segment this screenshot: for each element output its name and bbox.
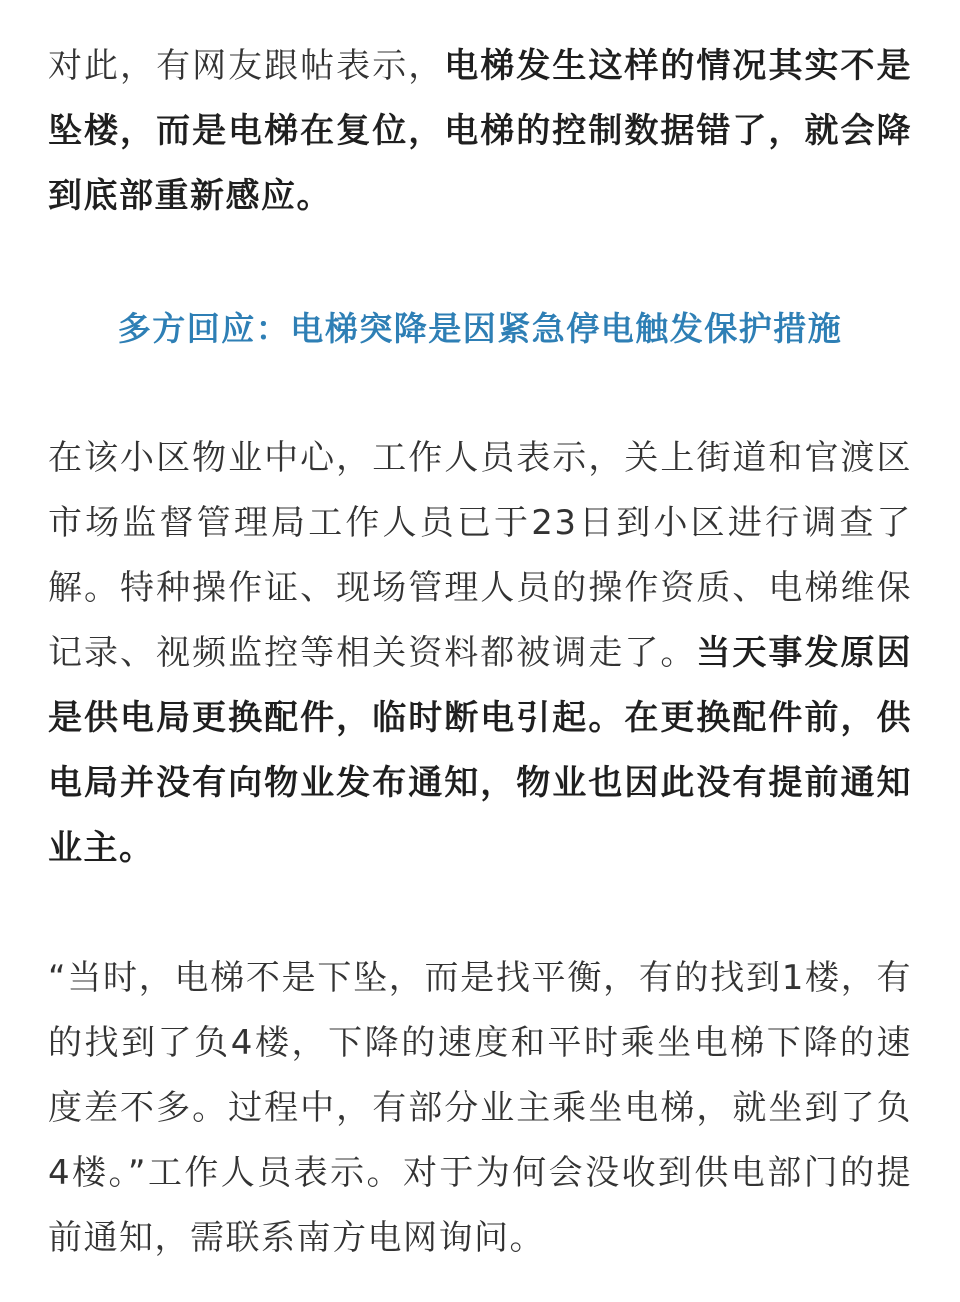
paragraph-3-text: “当时，电梯不是下坠，而是找平衡，有的找到1楼，有的找到了负4楼，下降的速度和平时乘坐电梯下降的速度差不多。过程中，有部分业主乘坐电梯，就坐到了负4楼。”工作人员表示。对于为何会没收到供电部门的提前通知，需联系南方电网询问。	[48, 958, 912, 1258]
paragraph-property-center	[48, 426, 912, 881]
section-heading: 多方回应：电梯突降是因紧急停电触发保护措施	[117, 309, 843, 348]
paragraph-2-normal-text: 在该小区物业中心，工作人员表示，关上街道和官渡区市场监督管理局工作人员已于23日到小区进行调查了解。特种操作证、现场管理人员的操作资质、电梯维保记录、视频监控等相关资料都被调走了。	[48, 438, 912, 673]
paragraph-2-bold-text: 当天事发原因是供电局更换配件，临时断电引起。在更换配件前，供电局并没有向物业发布通知，物业也因此没有提前通知业主。	[48, 633, 912, 868]
paragraph-1-normal-text: 对此，有网友跟帖表示，	[48, 46, 445, 86]
paragraph-netizen-comment	[48, 34, 912, 229]
article-body	[48, 34, 912, 1271]
paragraph-1-bold-text: 电梯发生这样的情况其实不是坠楼，而是电梯在复位，电梯的控制数据错了，就会降到底部重新感应。	[48, 46, 913, 216]
paragraph-staff-quote	[48, 946, 912, 1271]
